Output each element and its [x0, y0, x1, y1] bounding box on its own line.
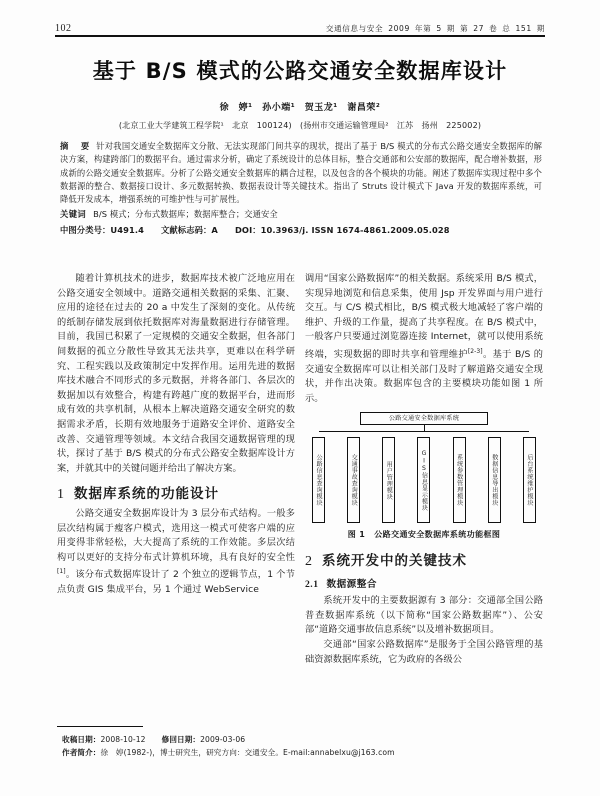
journal-citation-line: 交通信息与安全 2009 年第 5 期 第 27 卷 总 151 期 [325, 24, 545, 33]
clc-segment: 中图分类号：U491.4 [60, 224, 144, 235]
running-head [55, 16, 545, 34]
footnote-rule [57, 726, 143, 727]
footnote-block [62, 733, 542, 759]
page-title: 基于 B/S 模式的公路交通安全数据库设计 [92, 59, 508, 83]
figure-caption-text: 公路交通安全数据库系统功能框图 [374, 530, 501, 540]
right-column [305, 272, 543, 667]
subsection-number: 2.1 [305, 578, 319, 590]
section-heading-1 [57, 487, 295, 503]
section-title: 数据库系统的功能设计 [74, 486, 219, 503]
section-number: 2 [305, 554, 313, 569]
body-paragraph: 交通部“国家公路数据库”是服务于全国公路管理的基础资源数据库系统，它为政府的各级公 [305, 638, 543, 665]
figure-leaf-nodes [312, 437, 536, 523]
abstract-paragraph [60, 140, 542, 206]
bio-value: 徐 婷(1982-)，博士研究生，研究方向：交通安全。E-mail:annabelxu@j163.com [100, 748, 395, 757]
received-value: 2008-10-12 [100, 735, 146, 744]
body-paragraph: 调用“国家公路数据库”的相关数据。系统采用 B/S 模式，实现异地浏览和信息采集，使用 Jsp 开发界面与用户进行交互。与 C/S 模式相比，B/S 模式极大地减轻了客户端的维护、升级的工作量，提高了共享程度。在 B/S 模式中，一般客户只要通过浏览器连接 Internet，就可以使用系统终端，实现数据的即时共享和管理维护[2-3]。基于 B/S 的交通安全数据库可以让相关部门及时了解道路交通安全现状，并作出决策。数据库包含的主要模块功能如图 1 所示。 [305, 273, 543, 404]
footnote-dates: 收稿日期：2008-10-12 修回日期：2009-03-06 [62, 735, 246, 744]
doi-segment: DOI：10.3963/j. ISSN 1674-4861.2009.05.028 [234, 224, 450, 235]
figure-leaf: 公路信息查询模块 [312, 437, 325, 523]
figure-number: 图 1 [347, 530, 366, 540]
keywords-label: 关键词 [60, 209, 87, 220]
figure-1 [305, 412, 543, 543]
clc-label: 中图分类号 [60, 224, 102, 235]
figure-leaf: 后台系统维护模块 [523, 437, 536, 523]
abstract-block [60, 140, 542, 237]
author-list: 徐 婷¹ 孙小端¹ 贺玉龙¹ 谢昌荣² [219, 103, 381, 113]
bio-label: 作者简介 [62, 748, 93, 757]
abstract-text: 针对我国交通安全数据库文分散、无法实现部门间共享的现状，提出了基于 B/S 模式的分布式公路交通安全数据库的解决方案，构建跨部门的数据平台。通过需求分析，确定了系统设计的总体目标，整合交通部和公安部的数据库，配合增补数据，形成新的公路交通安全数据库。分析了公路交通安全数据库的耦合过程，以及包含的各个模块的功能。阐述了数据库实现过程中多个数据源的整合、数据接口设计、多元数据转换、数据表设计等关键技术。指出了 Struts 设计模式下 Java 开发的数据库系统，可降低开发成本，增强系统的可维护性与可扩展性。 [60, 141, 542, 205]
page-folio: 102 [55, 23, 72, 34]
body-paragraph: 随着计算机技术的进步，数据库技术被广泛地应用在公路交通安全领域中。道路交通相关数据的采集、汇聚、应用的途径在过去的 20 a 中发生了深刻的变化。从传统的纸制存储发展到依托数据库对海量数据进行存储管理。目前，我国已积累了一定规模的交通安全数据，但各部门间数据的孤立分散性导致其无法共享，更难以在科学研究、工程实践以及政策制定中发挥作用。运用先进的数据库技术融合不同形式的多元数据，并将各部门、各层次的数据加以有效整合，构建有跨越广度的数据平台，进而形成有效的共享机制，从根本上解决道路交通安全研究的数据需求矛盾，长期有效地服务于道路安全评价、道路安全改善、交通管理等领域。本文结合我国交通数据管理的现状，探讨了基于 B/S 模式的分布式公路安全数据库设计方案，并就其中的关键问题并给出了解决方案。 [57, 273, 295, 474]
connector-bar [319, 431, 529, 432]
abstract-label: 摘 要 [60, 141, 92, 151]
figure-root-node: 公路交通安全数据库系统 [360, 412, 488, 425]
classification-line [60, 224, 542, 237]
doc-code-value: A [211, 224, 218, 235]
revised-value: 2009-03-06 [200, 735, 246, 744]
subsection-title: 数据源整合 [326, 578, 377, 590]
section-heading-2 [305, 554, 543, 570]
revised-label: 修回日期 [161, 735, 193, 744]
figure-caption [305, 528, 543, 543]
doc-code-segment: 文献标志码：A [161, 224, 218, 235]
figure-leaf: 交通事故查询模块 [347, 437, 360, 523]
received-label: 收稿日期 [62, 735, 93, 744]
header-rule [55, 35, 545, 37]
section-number: 1 [57, 487, 65, 503]
keywords-text: B/S 模式；分布式数据库；数据库整合；交通安全 [93, 209, 278, 220]
affiliation-line: (北京工业大学建筑工程学院¹ 北京 100124) (扬州市交通运输管理局² 江苏 扬州 225002) [118, 121, 482, 130]
body-paragraph: 系统开发中的主要数据源有 3 部分：交通部全国公路普查数据库系统（以下简称“国家公路数据库”）、公安部“道路交通事故信息系统”以及增补数据项目。 [305, 595, 543, 636]
doi-value: 10.3963/j. ISSN 1674-4861.2009.05.028 [260, 224, 450, 235]
section-title: 系统开发中的关键技术 [322, 553, 467, 569]
left-column [57, 272, 295, 598]
doi-label: DOI [234, 224, 253, 235]
body-paragraph: 公路交通安全数据库设计为 3 层分布式结构。一般多层次结构属于瘦客户模式，选用这一模式可使客户端的应用变得非常轻松，大大提高了系统的工作效能。多层次结构可以更好的支持分布式计算机环境，具有良好的安全性[1]。该分布式数据库设计了 2 个独立的逻辑节点，1 个节点负责 GIS 集成平台，另 1 个通过 WebService [57, 507, 295, 595]
figure-leaf: 用户管理模块 [382, 437, 395, 523]
figure-leaf: 系统参数管理模块 [453, 437, 466, 523]
figure-leaf: GIS信息显示模块 [417, 437, 430, 523]
figure-leaf: 数据信息导出模块 [488, 437, 501, 523]
doc-code-label: 文献标志码 [161, 224, 203, 235]
footnote-bio: 作者简介：徐 婷(1982-)，博士研究生，研究方向：交通安全。E-mail:annabelxu@j163.com [62, 748, 395, 757]
figure-connectors [305, 425, 543, 437]
subsection-heading-2-1 [305, 578, 543, 593]
clc-value: U491.4 [110, 224, 144, 235]
keywords-paragraph [60, 208, 542, 221]
